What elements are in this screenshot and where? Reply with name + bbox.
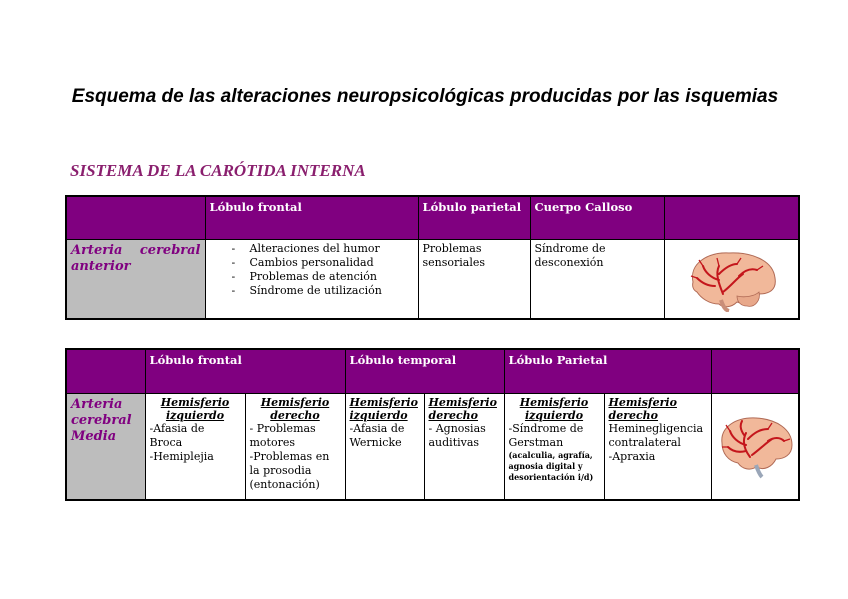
parietal-note: (acalculia, agrafía, agnosia digital y desorientación i/d) (508, 449, 594, 482)
frontal-right-cell (245, 393, 345, 500)
table-row (66, 239, 799, 319)
brain-illustration-icon (679, 246, 783, 312)
page-title: Esquema de las alteraciones neuropsicológicas producidas por las isquemias (71, 86, 779, 107)
brain-image-cell (664, 239, 799, 319)
list-item: -Síndrome de Gerstman (508, 421, 584, 449)
calloso-cell: Síndrome de desconexión (530, 239, 664, 319)
header-calloso: Cuerpo Calloso (530, 196, 664, 239)
table-anterior (65, 195, 800, 320)
table-media (65, 348, 800, 501)
hemisphere-right-label: Hemisferio derecho (428, 395, 497, 422)
table-header-row (66, 196, 799, 239)
section-title: SISTEMA DE LA CARÓTIDA INTERNA (70, 161, 366, 180)
list-item: - Cambios personalidad (232, 256, 414, 270)
list-item: -Hemiplejia (149, 449, 214, 463)
parietal-cell: Problemas sensoriales (418, 239, 530, 319)
brain-image-cell (711, 393, 799, 500)
list-item: - Problemas de atención (232, 270, 414, 284)
header-frontal: Lóbulo frontal (205, 196, 418, 239)
table-header-row (66, 349, 799, 393)
list-item: -Problemas en la prosodia (entonación) (249, 449, 330, 491)
parietal-right-cell (604, 393, 711, 500)
list-item: - Problemas motores (249, 421, 316, 449)
hemisphere-right-label: Hemisferio derecho (608, 395, 677, 422)
list-item: -Apraxia (608, 449, 656, 463)
artery-label: Arteria cerebral anterior (66, 239, 205, 319)
list-item: - Agnosias auditivas (428, 421, 486, 449)
frontal-cell (205, 239, 418, 319)
header-image (711, 349, 799, 393)
header-parietal: Lóbulo parietal (418, 196, 530, 239)
header-empty (66, 349, 145, 393)
parietal-left-cell (504, 393, 604, 500)
brain-illustration-icon (714, 413, 796, 479)
frontal-left-cell (145, 393, 245, 500)
header-image (664, 196, 799, 239)
header-temporal: Lóbulo temporal (345, 349, 504, 393)
list-item: - Alteraciones del humor (232, 242, 414, 256)
hemisphere-left-label: Hemisferio izquierdo (519, 395, 589, 422)
hemisphere-right-label: Hemisferio derecho (260, 395, 330, 422)
artery-label: Arteria cerebral Media (66, 393, 145, 500)
header-empty (66, 196, 205, 239)
temporal-right-cell (424, 393, 504, 500)
hemisphere-left-label: Hemisferio izquierdo (160, 395, 230, 422)
list-item: - Síndrome de utilización (232, 284, 414, 298)
temporal-left-cell (345, 393, 424, 500)
header-parietal: Lóbulo Parietal (504, 349, 711, 393)
table-row (66, 393, 799, 500)
list-item: -Afasia de Wernicke (349, 421, 405, 449)
list-item: -Afasia de Broca (149, 421, 205, 449)
list-item: Heminegligencia contralateral (608, 421, 704, 449)
frontal-list (210, 242, 414, 298)
hemisphere-left-label: Hemisferio izquierdo (349, 395, 418, 422)
header-frontal: Lóbulo frontal (145, 349, 345, 393)
